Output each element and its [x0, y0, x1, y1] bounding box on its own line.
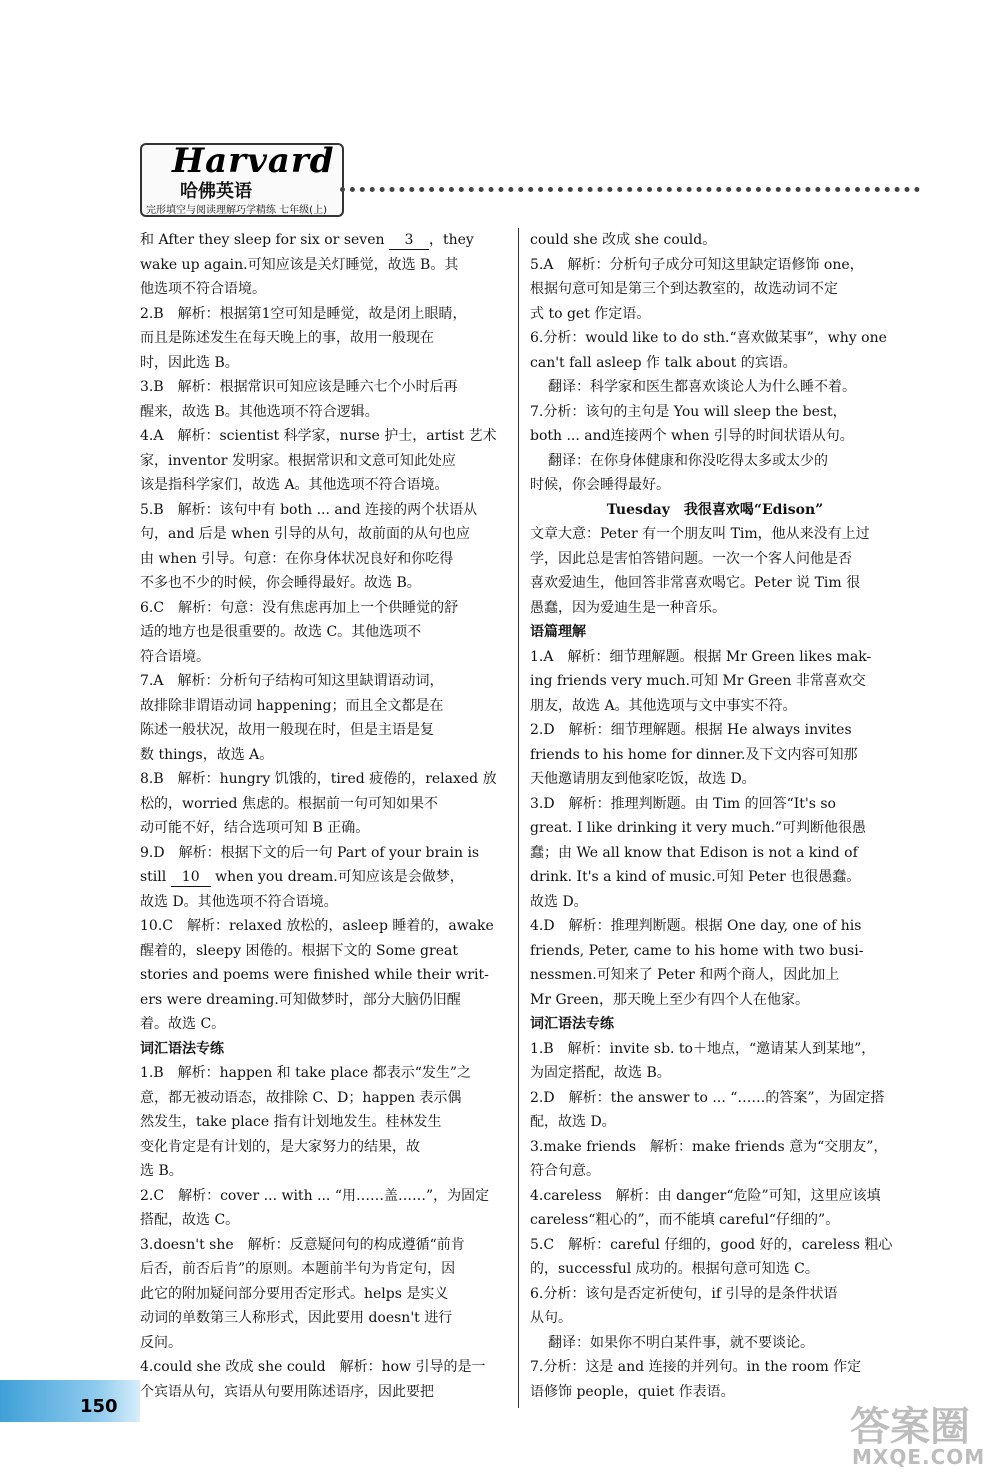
answer-line [530, 718, 900, 743]
line-text: 2.D 解析：细节理解题。根据 He always invites [530, 722, 852, 738]
line-text: 时，因此选 B。 [140, 354, 239, 371]
line-text: still [140, 869, 171, 885]
answer-line [530, 449, 900, 474]
answer-line [530, 1355, 900, 1380]
answer-line [530, 326, 900, 351]
answer-line [530, 694, 900, 719]
answer-line [530, 939, 900, 964]
answer-line [530, 1159, 900, 1184]
line-text: 个宾语从句，宾语从句要用陈述语序，因此要把 [140, 1383, 434, 1400]
answer-line [530, 473, 900, 498]
answer-line [140, 351, 510, 376]
answer-line [140, 1331, 510, 1356]
answer-line [530, 1331, 900, 1356]
answer-line [530, 1282, 900, 1307]
answer-line [140, 522, 510, 547]
answer-line [140, 620, 510, 645]
line-text: wake up again.可知应该是关灯睡觉，故选 B。其 [140, 256, 459, 273]
line-text: 后否，前否后肯”的原则。本题前半句为肯定句，因 [140, 1261, 456, 1277]
line-text: 3.D 解析：推理判断题。由 Tim 的回答“It's so [530, 795, 836, 812]
answer-line [530, 1208, 900, 1233]
line-text: 7.分析：该句的主句是 You will sleep the best， [530, 403, 847, 420]
line-text: 4.could she 改成 she could 解析：how 引导的是一 [140, 1359, 486, 1375]
line-text: 此它的附加疑问部分要用否定形式。helps 是实义 [140, 1285, 449, 1302]
answer-line [140, 498, 510, 523]
line-text: nessmen.可知来了 Peter 和两个商人，因此加上 [530, 967, 840, 983]
answer-line [530, 792, 900, 817]
dotted-rule [340, 187, 920, 192]
line-text: 翻译：如果你不明白某件事，就不要谈论。 [548, 1334, 814, 1351]
answer-line [530, 914, 900, 939]
answer-line [140, 865, 510, 890]
answer-line [140, 547, 510, 572]
answer-line [140, 694, 510, 719]
line-text: ers were dreaming.可知做梦时，部分大脑仍旧醒 [140, 991, 461, 1008]
line-text: 3.B 解析：根据常识可知应该是睡六七个小时后再 [140, 379, 458, 395]
line-text: 反问。 [140, 1334, 182, 1351]
book-description: 完形填空与阅读理解巧学精练 七年级(上) [146, 205, 327, 216]
line-text: 故排除非谓语动词 happening；而且全文都是在 [140, 697, 444, 714]
line-text: 时候，你会睡得最好。 [530, 477, 670, 493]
answer-line [530, 547, 900, 572]
line-text: 而且是陈述发生在每天晚上的事，故用一般现在 [140, 330, 434, 346]
line-text: 10.C 解析：relaxed 放松的，asleep 睡着的，awake [140, 918, 494, 934]
answer-line [140, 473, 510, 498]
page-number: 150 [80, 1396, 118, 1417]
answer-line [140, 1135, 510, 1160]
answer-line [530, 743, 900, 768]
line-text: 2.C 解析：cover ... with ... “用……盖……”，为固定 [140, 1187, 490, 1204]
line-text: 他选项不符合语境。 [140, 281, 266, 297]
answer-line [530, 424, 900, 449]
answer-line [140, 1086, 510, 1111]
answer-line [530, 1184, 900, 1209]
watermark-cn: 答案圈 [850, 1404, 970, 1450]
line-text: 变化肯定是有计划的，是大家努力的结果，故 [140, 1138, 420, 1155]
line-text: friends to his home for dinner.及下文内容可知那 [530, 746, 858, 763]
answer-line [530, 669, 900, 694]
section-heading [530, 1012, 900, 1037]
section-heading [140, 1037, 510, 1062]
answer-line [140, 939, 510, 964]
line-text: can't fall asleep 作 talk about 的宾语。 [530, 354, 797, 371]
line-text: 1.B 解析：happen 和 take place 都表示“发生”之 [140, 1065, 472, 1081]
answer-line [140, 743, 510, 768]
section-heading [530, 620, 900, 645]
line-text: 和 After they sleep for six or seven [140, 232, 389, 248]
left-column [140, 228, 510, 1404]
line-text: 松的，worried 焦虑的。根据前一句可知如果不 [140, 795, 438, 812]
line-text: 符合句意。 [530, 1163, 600, 1179]
watermark-en: MXQE.COM [852, 1445, 986, 1469]
line-text: 不多也不少的时候，你会睡得最好。故选 B。 [140, 575, 421, 591]
line-text: 6.C 解析：句意：没有焦虑再加上一个供睡觉的舒 [140, 599, 459, 616]
line-text: ing friends very much.可知 Mr Green 非常喜欢交 [530, 673, 866, 689]
answer-line [140, 326, 510, 351]
blank-number: 10 [171, 868, 211, 887]
answer-line [140, 1159, 510, 1184]
line-text: 符合语境。 [140, 648, 210, 665]
answer-line [530, 400, 900, 425]
line-text: 文章大意：Peter 有一个朋友叫 Tim，他从来没有上过 [530, 526, 870, 542]
line-text: careless“粗心的”，而不能填 careful“仔细的”。 [530, 1212, 840, 1228]
answer-line [530, 302, 900, 327]
line-text: 为固定搭配，故选 B。 [530, 1065, 671, 1081]
answer-line [140, 375, 510, 400]
answer-line [530, 963, 900, 988]
answer-line [530, 228, 900, 253]
answer-line [530, 1110, 900, 1135]
line-text: 适的地方也是很重要的。故选 C。其他选项不 [140, 624, 422, 640]
answer-line [140, 1257, 510, 1282]
answer-line [140, 963, 510, 988]
line-text: 家，inventor 发明家。根据常识和文意可知此处应 [140, 452, 456, 469]
answer-line [530, 890, 900, 915]
line-text: 该是指科学家们，故选 A。其他选项不符合语境。 [140, 477, 449, 493]
answer-line [530, 522, 900, 547]
line-text: 从句。 [530, 1310, 572, 1326]
answer-line [530, 571, 900, 596]
line-text: 8.B 解析：hungry 饥饿的，tired 疲倦的，relaxed 放 [140, 771, 497, 787]
line-text: 4.A 解析：scientist 科学家，nurse 护士，artist 艺术 [140, 428, 497, 444]
answer-line [140, 596, 510, 621]
line-text: 翻译：科学家和医生都喜欢谈论人为什么睡不着。 [548, 379, 856, 395]
answer-line [530, 596, 900, 621]
answer-line [530, 351, 900, 376]
answer-line [530, 1257, 900, 1282]
answer-line [140, 1110, 510, 1135]
answer-line [530, 988, 900, 1013]
answer-line [530, 1037, 900, 1062]
answer-line [140, 988, 510, 1013]
line-text: 由 when 引导。句意：在你身体状况良好和你吃得 [140, 550, 454, 567]
answer-line [140, 841, 510, 866]
answer-line [530, 1061, 900, 1086]
answer-line [140, 1012, 510, 1037]
answer-line [140, 1355, 510, 1380]
answer-line [140, 253, 510, 278]
answer-line [530, 253, 900, 278]
line-text: 动可能不好，结合选项可知 B 正确。 [140, 820, 370, 836]
answer-line [140, 400, 510, 425]
line-text: 6.分析：would like to do sth.“喜欢做某事”，why one [530, 330, 887, 346]
line-text: 5.A 解析：分析句子成分可知这里缺定语修饰 one， [530, 256, 864, 273]
answer-line [140, 228, 510, 253]
line-text: 然发生，take place 指有计划地发生。桂林发生 [140, 1114, 442, 1130]
page-number-strip [0, 1380, 140, 1422]
answer-line [530, 1135, 900, 1160]
line-text: 搭配，故选 C。 [140, 1212, 240, 1228]
answer-line [140, 890, 510, 915]
line-text: 式 to get 作定语。 [530, 305, 651, 322]
line-text: drink. It's a kind of music.可知 Peter 也很愚蠢。 [530, 869, 861, 885]
line-text: 故选 D。其他选项不符合语境。 [140, 893, 338, 910]
logo-title: Harvard [172, 141, 335, 181]
line-text: 醒来，故选 B。其他选项不符合逻辑。 [140, 403, 379, 420]
line-text: stories and poems were finished while their writ- [140, 967, 489, 983]
line-text-after: ，they [428, 232, 474, 248]
line-text: 3.doesn't she 解析：反意疑问句的构成遵循“前肯 [140, 1236, 465, 1253]
answer-line [140, 1061, 510, 1086]
line-text: 语篇理解 [530, 624, 586, 640]
article-title [530, 498, 900, 523]
line-text: great. I like drinking it very much.”可判断他很愚 [530, 820, 867, 836]
line-text: 的，successful 成功的。根据句意可知选 C。 [530, 1261, 819, 1277]
answer-line [530, 277, 900, 302]
line-text: 故选 D。 [530, 893, 588, 910]
line-text: 2.D 解析：the answer to ... “……的答案”，为固定搭 [530, 1089, 885, 1106]
logo-subtitle: 哈佛英语 [180, 181, 252, 202]
line-text: 着。故选 C。 [140, 1016, 226, 1032]
answer-line [140, 767, 510, 792]
answer-line [530, 841, 900, 866]
answer-line [140, 571, 510, 596]
line-text: 动词的单数第三人称形式，因此要用 doesn't 进行 [140, 1310, 453, 1326]
answer-line [140, 1282, 510, 1307]
answer-line [140, 645, 510, 670]
answer-line [530, 1086, 900, 1111]
answer-line [530, 645, 900, 670]
answer-line [140, 1208, 510, 1233]
answer-line [140, 914, 510, 939]
answer-line [140, 302, 510, 327]
line-text: both ... and连接两个 when 引导的时间状语从句。 [530, 428, 854, 444]
line-text: 翻译：在你身体健康和你没吃得太多或太少的 [548, 452, 828, 469]
line-text: 选 B。 [140, 1163, 183, 1179]
answer-line [140, 1233, 510, 1258]
answer-line [140, 1306, 510, 1331]
line-text: 词汇语法专练 [140, 1040, 224, 1057]
line-text: 1.B 解析：invite sb. to＋地点，“邀请某人到某地”， [530, 1040, 876, 1057]
line-text: 蠢；由 We all know that Edison is not a kind of [530, 844, 858, 861]
answer-line [140, 1380, 510, 1405]
line-text: 句，and 后是 when 引导的从句，故前面的从句也应 [140, 526, 470, 542]
answer-line [140, 424, 510, 449]
line-text: 数 things，故选 A。 [140, 746, 274, 763]
line-text: friends, Peter, came to his home with two busi- [530, 942, 864, 959]
line-text: 陈述一般状况，故用一般现在时，但是主语是复 [140, 722, 434, 738]
line-text: 天他邀请朋友到他家吃饭，故选 D。 [530, 771, 756, 787]
answer-line [140, 816, 510, 841]
answer-line [530, 1306, 900, 1331]
line-text: 愚蠢，因为爱迪生是一种音乐。 [530, 599, 726, 616]
watermark-logo [840, 1395, 990, 1475]
line-text: 6.分析：该句是否定祈使句，if 引导的是条件状语 [530, 1285, 838, 1302]
answer-line [530, 1233, 900, 1258]
answer-line [530, 375, 900, 400]
answer-line [530, 816, 900, 841]
line-text: Tuesday 我很喜欢喝“Edison” [606, 501, 824, 518]
line-text: could she 改成 she could。 [530, 232, 717, 248]
line-text: 7.A 解析：分析句子结构可知这里缺谓语动词， [140, 673, 444, 689]
answer-line [140, 669, 510, 694]
answer-line [140, 449, 510, 474]
line-text: 根据句意可知是第三个到达教室的，故选动词不定 [530, 281, 838, 297]
answer-line [140, 792, 510, 817]
line-text: 朋友，故选 A。其他选项与文中事实不符。 [530, 697, 797, 714]
line-text: 意，都无被动语态，故排除 C、D；happen 表示偶 [140, 1089, 462, 1106]
line-text: 喜欢爱迪生，他回答非常喜欢喝它。Peter 说 Tim 很 [530, 575, 861, 591]
line-text: 配，故选 D。 [530, 1114, 616, 1130]
line-text: 7.分析：这是 and 连接的并列句。in the room 作定 [530, 1359, 862, 1375]
line-text: 语修饰 people，quiet 作表语。 [530, 1383, 735, 1400]
line-text: 醒着的，sleepy 困倦的。根据下文的 Some great [140, 942, 458, 959]
harvard-logo [140, 143, 344, 217]
answer-line [140, 718, 510, 743]
answer-line [530, 767, 900, 792]
line-text: 4.careless 解析：由 danger“危险”可知，这里应该填 [530, 1187, 881, 1204]
line-text: 学，因此总是害怕答错问题。一次一个客人问他是否 [530, 550, 852, 567]
line-text: 3.make friends 解析：make friends 意为“交朋友”， [530, 1138, 888, 1155]
blank-number: 3 [389, 231, 429, 250]
answer-line [530, 865, 900, 890]
column-divider [518, 228, 519, 1408]
page-header [140, 143, 920, 218]
line-text: 1.A 解析：细节理解题。根据 Mr Green likes mak- [530, 648, 872, 665]
line-text-after: when you dream.可知应该是会做梦， [210, 869, 464, 885]
line-text: 4.D 解析：推理判断题。根据 One day, one of his [530, 918, 862, 934]
line-text: 5.B 解析：该句中有 both ... and 连接的两个状语从 [140, 501, 478, 518]
answer-line [140, 1184, 510, 1209]
line-text: 词汇语法专练 [530, 1016, 614, 1032]
right-column [530, 228, 900, 1404]
line-text: 2.B 解析：根据第1空可知是睡觉，故是闭上眼睛， [140, 305, 467, 322]
line-text: Mr Green，那天晚上至少有四个人在他家。 [530, 991, 809, 1008]
line-text: 5.C 解析：careful 仔细的，good 好的，careless 粗心 [530, 1236, 893, 1253]
line-text: 9.D 解析：根据下文的后一句 Part of your brain is [140, 844, 480, 861]
answer-line [140, 277, 510, 302]
